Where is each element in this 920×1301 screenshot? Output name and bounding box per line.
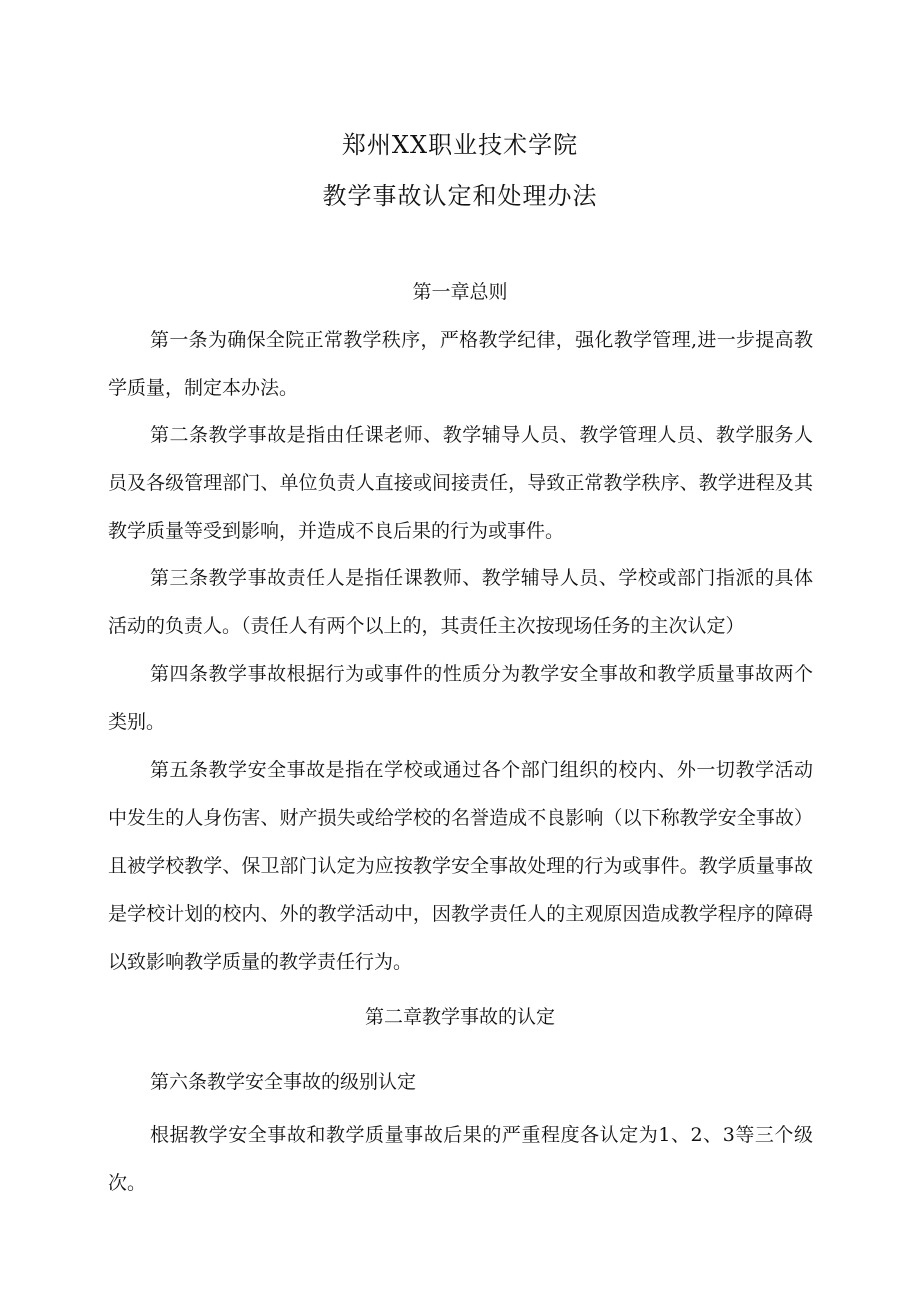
article-3-paragraph: 第三条教学事故责任人是指任课教师、教学辅导人员、学校或部门指派的具体活动的负责人。（责任人有两个以上的，其责任主次按现场任务的主次认定）	[108, 567, 813, 637]
article-6-detail-paragraph: 根据教学安全事故和教学质量事故后果的严重程度各认定为1、2、3等三个级次。	[108, 1124, 813, 1194]
article-5-paragraph: 第五条教学安全事故是指在学校或通过各个部门组织的校内、外一切教学活动中发生的人身伤害、财产损失或给学校的名誉造成不良影响（以下称教学安全事故）且被学校教学、保卫部门认定为应按教学安全事故处理的行为或事件。教学质量事故是学校计划的校内、外的教学活动中，因教学责任人的主观原因造成教学程序的障碍以致影响教学质量的教学责任行为。	[108, 759, 813, 973]
chapter-1-heading: 第一章总则	[412, 281, 508, 303]
article-6-paragraph: 第六条教学安全事故的级别认定	[150, 1071, 417, 1093]
article-2-paragraph: 第二条教学事故是指由任课老师、教学辅导人员、教学管理人员、教学服务人员及各级管理部门、单位负责人直接或间接责任，导致正常教学秩序、教学进程及其教学质量等受到影响，并造成不良后果的行为或事件。	[108, 424, 813, 542]
article-1-paragraph: 第一条为确保全院正常教学秩序，严格教学纪律，强化教学管理,进一步提高教学质量，制定本办法。	[108, 329, 813, 399]
document-title-institution: 郑州XX职业技术学院	[341, 131, 579, 159]
chapter-2-heading: 第二章教学事故的认定	[364, 1006, 555, 1028]
article-4-paragraph: 第四条教学事故根据行为或事件的性质分为教学安全事故和教学质量事故两个类别。	[108, 663, 813, 733]
document-title-regulation: 教学事故认定和处理办法	[322, 182, 598, 210]
